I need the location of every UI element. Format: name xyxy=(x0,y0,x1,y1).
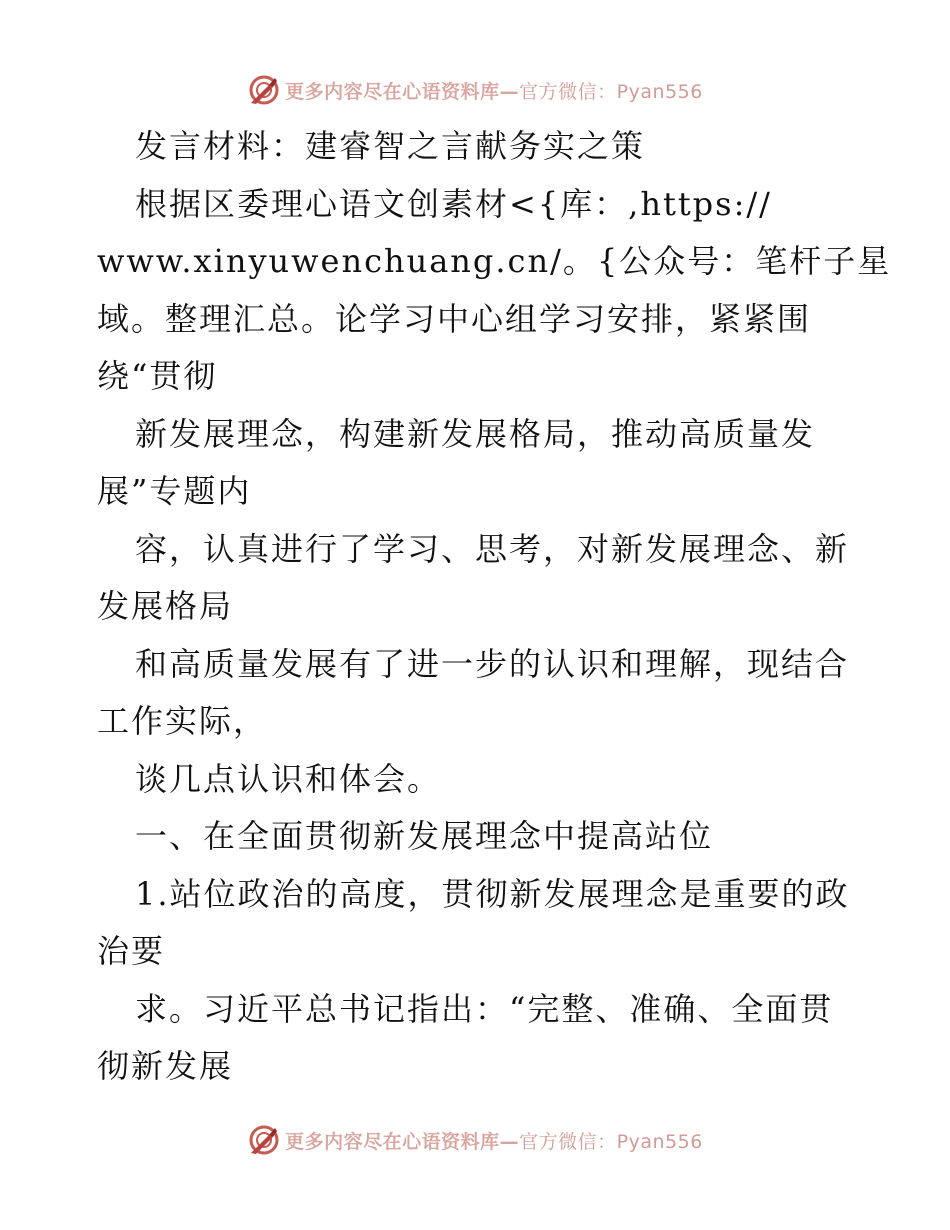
doc-line: 根据区委理心语文创素材<{库：,https:// xyxy=(135,184,772,223)
doc-line: 1.站位政治的高度，贯彻新发展理念是重要的政 xyxy=(135,874,850,913)
doc-line: 求。习近平总书记指出：“完整、准确、全面贯 xyxy=(135,989,834,1028)
doc-line: 容，认真进行了学习、思考，对新发展理念、新 xyxy=(135,529,850,568)
doc-line: 谈几点认识和体会。 xyxy=(135,759,442,798)
red-pen-circle-logo-icon xyxy=(247,1123,281,1157)
header-watermark-banner xyxy=(0,70,950,110)
doc-line: 展”专题内 xyxy=(97,472,252,510)
doc-line: 彻新发展 xyxy=(97,1047,234,1085)
watermark-dash: — xyxy=(499,80,520,103)
doc-line: 和高质量发展有了进一步的认识和理解，现结合 xyxy=(135,644,850,683)
doc-line: 治要 xyxy=(97,932,166,970)
watermark-text xyxy=(285,77,703,104)
watermark-text xyxy=(285,1127,703,1154)
doc-line: www.xinyuwenchuang.cn/。{公众号：笔杆子星 xyxy=(97,242,892,280)
watermark-wechat: 官方微信：Pyan556 xyxy=(519,80,703,103)
doc-section-heading: 一、在全面贯彻新发展理念中提高站位 xyxy=(135,817,714,855)
doc-line-title: 发言材料：建睿智之言献务实之策 xyxy=(135,127,646,165)
watermark-brand: 更多内容尽在心语资料库 xyxy=(285,80,500,103)
watermark-wechat: 官方微信：Pyan556 xyxy=(519,1130,703,1153)
document-body xyxy=(97,118,892,1096)
watermark-dash: — xyxy=(499,1130,520,1153)
footer-watermark-banner xyxy=(0,1120,950,1160)
doc-line: 新发展理念，构建新发展格局，推动高质量发 xyxy=(135,414,816,453)
doc-line: 工作实际， xyxy=(97,702,268,740)
doc-line: 绕“贯彻 xyxy=(97,357,218,395)
doc-line: 发展格局 xyxy=(97,587,234,625)
watermark-brand: 更多内容尽在心语资料库 xyxy=(285,1130,500,1153)
doc-line: 域。整理汇总。论学习中心组学习安排，紧紧围 xyxy=(97,299,812,338)
red-pen-circle-logo-icon xyxy=(247,73,281,107)
